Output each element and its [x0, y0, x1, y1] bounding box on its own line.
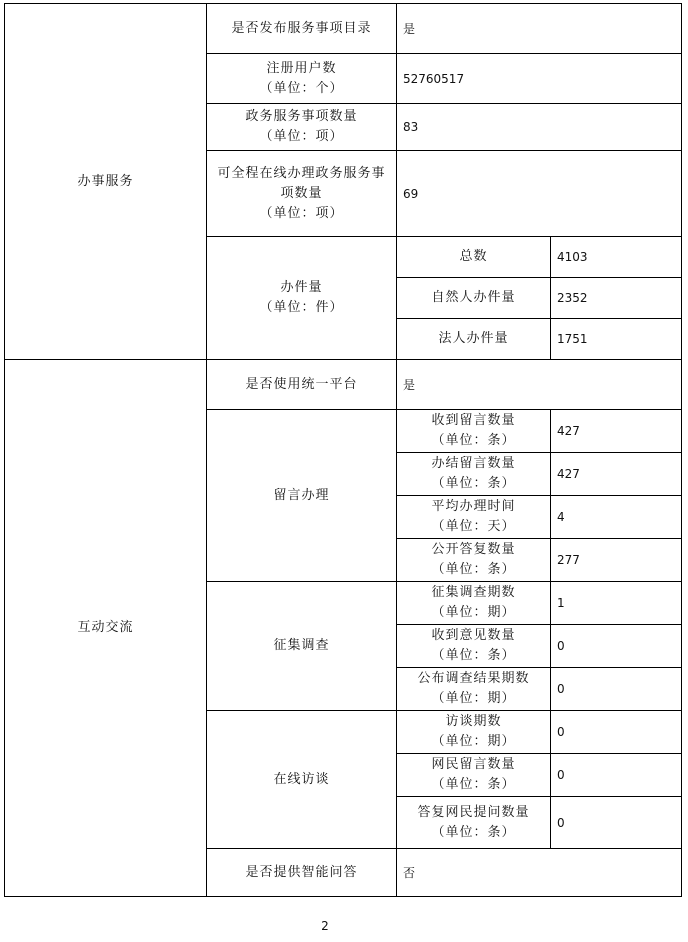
catalog-published-value: 是 — [397, 4, 682, 54]
catalog-published-label: 是否发布服务事项目录 — [207, 4, 397, 54]
online-items-label — [207, 151, 397, 237]
case-volume-unit: （单位：件） — [259, 300, 344, 315]
messages-closed-unit: （单位：条） — [431, 476, 516, 491]
service-items-unit: （单位：项） — [259, 129, 344, 144]
public-replies-label — [397, 539, 551, 582]
smart-qa-label: 是否提供智能问答 — [207, 849, 397, 897]
opinions-title: 收到意见数量 — [431, 628, 516, 643]
unified-platform-label: 是否使用统一平台 — [207, 360, 397, 410]
avg-time-label — [397, 496, 551, 539]
netizen-messages-value: 0 — [551, 754, 682, 797]
section-label-service: 办事服务 — [5, 4, 207, 360]
public-replies-unit: （单位：条） — [431, 562, 516, 577]
case-natural-label: 自然人办件量 — [397, 278, 551, 319]
netizen-answers-title: 答复网民提问数量 — [417, 804, 530, 820]
case-natural-value: 2352 — [551, 278, 682, 319]
online-items-unit: （单位：项） — [259, 205, 344, 221]
opinions-value: 0 — [551, 625, 682, 668]
registered-users-label — [207, 54, 397, 104]
netizen-messages-title: 网民留言数量 — [431, 757, 516, 772]
surveys-group-label: 征集调查 — [207, 582, 397, 711]
opinions-unit: （单位：条） — [431, 648, 516, 663]
netizen-messages-unit: （单位：条） — [431, 777, 516, 792]
online-items-value: 69 — [397, 151, 682, 237]
case-volume-title: 办件量 — [280, 280, 323, 295]
netizen-answers-value: 0 — [551, 797, 682, 849]
avg-time-value: 4 — [551, 496, 682, 539]
case-legal-label: 法人办件量 — [397, 319, 551, 360]
case-total-value: 4103 — [551, 237, 682, 278]
messages-group-label: 留言办理 — [207, 410, 397, 582]
smart-qa-value: 否 — [397, 849, 682, 897]
messages-closed-value: 427 — [551, 453, 682, 496]
netizen-answers-label — [397, 797, 551, 849]
interview-periods-value: 0 — [551, 711, 682, 754]
messages-received-title: 收到留言数量 — [431, 413, 516, 428]
interview-periods-unit: （单位：期） — [431, 734, 516, 749]
statistics-table — [4, 3, 682, 897]
online-items-title: 可全程在线办理政务服务事项数量 — [217, 165, 386, 201]
service-items-value: 83 — [397, 104, 682, 151]
section-label-interaction: 互动交流 — [5, 360, 207, 897]
interview-periods-title: 访谈期数 — [445, 714, 502, 729]
survey-periods-title: 征集调查期数 — [431, 585, 516, 600]
messages-received-label — [397, 410, 551, 453]
registered-users-value: 52760517 — [397, 54, 682, 104]
survey-periods-unit: （单位：期） — [431, 605, 516, 620]
netizen-messages-label — [397, 754, 551, 797]
registered-users-unit: （单位：个） — [259, 80, 344, 96]
opinions-label — [397, 625, 551, 668]
public-replies-value: 277 — [551, 539, 682, 582]
page-number: 2 — [321, 919, 329, 933]
interviews-group-label: 在线访谈 — [207, 711, 397, 849]
survey-results-title: 公布调查结果期数 — [417, 671, 530, 686]
messages-received-value: 427 — [551, 410, 682, 453]
survey-results-value: 0 — [551, 668, 682, 711]
case-legal-value: 1751 — [551, 319, 682, 360]
avg-time-unit: （单位：天） — [431, 519, 516, 534]
messages-closed-label — [397, 453, 551, 496]
registered-users-title: 注册用户数 — [266, 60, 337, 76]
case-volume-label — [207, 237, 397, 360]
survey-periods-label — [397, 582, 551, 625]
survey-results-label — [397, 668, 551, 711]
survey-periods-value: 1 — [551, 582, 682, 625]
netizen-answers-unit: （单位：条） — [431, 824, 516, 840]
case-total-label: 总数 — [397, 237, 551, 278]
interview-periods-label — [397, 711, 551, 754]
service-items-title: 政务服务事项数量 — [245, 109, 358, 124]
messages-received-unit: （单位：条） — [431, 433, 516, 448]
unified-platform-value: 是 — [397, 360, 682, 410]
service-items-label — [207, 104, 397, 151]
messages-closed-title: 办结留言数量 — [431, 456, 516, 471]
survey-results-unit: （单位：期） — [431, 691, 516, 706]
public-replies-title: 公开答复数量 — [431, 542, 516, 557]
avg-time-title: 平均办理时间 — [431, 499, 516, 514]
